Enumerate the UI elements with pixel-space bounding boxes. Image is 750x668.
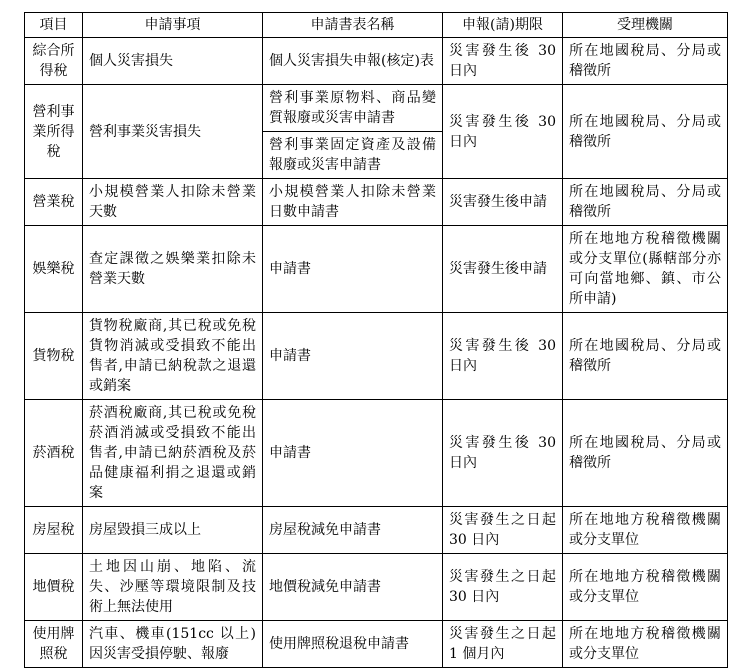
deadline-cell: 災害發生後 30 日內 bbox=[443, 38, 563, 85]
table-row bbox=[25, 38, 728, 85]
category-cell: 菸酒稅 bbox=[25, 400, 83, 507]
matter-cell: 營利事業災害損失 bbox=[83, 85, 263, 179]
category-cell: 地價稅 bbox=[25, 554, 83, 621]
form-cell: 小規模營業人扣除未營業日數申請書 bbox=[263, 179, 443, 226]
category-cell: 貨物稅 bbox=[25, 313, 83, 400]
form-cell: 房屋稅減免申請書 bbox=[263, 507, 443, 554]
matter-cell: 個人災害損失 bbox=[83, 38, 263, 85]
category-cell: 娛樂稅 bbox=[25, 226, 83, 313]
agency-cell: 所在地國稅局、分局或稽徵所 bbox=[563, 38, 728, 85]
table-row bbox=[25, 507, 728, 554]
deadline-cell: 災害發生之日起 1 個月內 bbox=[443, 621, 563, 668]
agency-cell: 所在地地方稅稽徵機關或分支單位 bbox=[563, 507, 728, 554]
deadline-cell: 災害發生後 30 日內 bbox=[443, 400, 563, 507]
agency-cell: 所在地地方稅稽徵機關或分支單位 bbox=[563, 621, 728, 668]
form-cell: 申請書 bbox=[263, 226, 443, 313]
matter-cell: 汽車、機車(151cc 以上)因災害受損停駛、報廢 bbox=[83, 621, 263, 668]
agency-cell: 所在地地方稅稽徵機關或分支單位(縣轄部分亦可向當地鄉、鎮、市公所申請) bbox=[563, 226, 728, 313]
header-forms: 申請書表名稱 bbox=[263, 13, 443, 38]
category-cell: 營業稅 bbox=[25, 179, 83, 226]
agency-cell: 所在地地方稅稽徵機關或分支單位 bbox=[563, 554, 728, 621]
matter-cell: 菸酒稅廠商,其已稅或免稅菸酒消滅或受損致不能出售者,申請已納菸酒稅及菸品健康福利捐之退還或銷案 bbox=[83, 400, 263, 507]
category-cell: 營利事業所得稅 bbox=[25, 85, 83, 179]
header-category: 項目 bbox=[25, 13, 83, 38]
agency-cell: 所在地國稅局、分局或稽徵所 bbox=[563, 400, 728, 507]
matter-cell: 貨物稅廠商,其已稅或免稅貨物消滅或受損致不能出售者,申請已納稅款之退還或銷案 bbox=[83, 313, 263, 400]
agency-cell: 所在地國稅局、分局或稽徵所 bbox=[563, 85, 728, 179]
form-cell: 申請書 bbox=[263, 400, 443, 507]
deadline-cell: 災害發生後 30 日內 bbox=[443, 85, 563, 179]
table-row bbox=[25, 85, 728, 132]
header-deadline: 申報(請)期限 bbox=[443, 13, 563, 38]
header-matter: 申請事項 bbox=[83, 13, 263, 38]
form-cell: 個人災害損失申報(核定)表 bbox=[263, 38, 443, 85]
deadline-cell: 災害發生後 30 日內 bbox=[443, 313, 563, 400]
table-row bbox=[25, 554, 728, 621]
table-row bbox=[25, 226, 728, 313]
table-row bbox=[25, 313, 728, 400]
header-row bbox=[25, 13, 728, 38]
category-cell: 使用牌照稅 bbox=[25, 621, 83, 668]
table-row bbox=[25, 400, 728, 507]
matter-cell: 土地因山崩、地陷、流失、沙壓等環境限制及技術上無法使用 bbox=[83, 554, 263, 621]
agency-cell: 所在地國稅局、分局或稽徵所 bbox=[563, 313, 728, 400]
form-cell: 營利事業固定資產及設備報廢或災害申請書 bbox=[263, 132, 443, 179]
agency-cell: 所在地國稅局、分局或稽徵所 bbox=[563, 179, 728, 226]
header-agency: 受理機關 bbox=[563, 13, 728, 38]
category-cell: 綜合所得稅 bbox=[25, 38, 83, 85]
form-cell: 申請書 bbox=[263, 313, 443, 400]
matter-cell: 小規模營業人扣除未營業天數 bbox=[83, 179, 263, 226]
table-row bbox=[25, 621, 728, 668]
deadline-cell: 災害發生之日起 30 日內 bbox=[443, 554, 563, 621]
deadline-cell: 災害發生之日起 30 日內 bbox=[443, 507, 563, 554]
matter-cell: 查定課徵之娛樂業扣除未營業天數 bbox=[83, 226, 263, 313]
deadline-cell: 災害發生後申請 bbox=[443, 226, 563, 313]
form-cell: 營利事業原物料、商品變質報廢或災害申請書 bbox=[263, 85, 443, 132]
table-row bbox=[25, 179, 728, 226]
form-cell: 地價稅減免申請書 bbox=[263, 554, 443, 621]
form-cell: 使用牌照稅退稅申請書 bbox=[263, 621, 443, 668]
deadline-cell: 災害發生後申請 bbox=[443, 179, 563, 226]
tax-relief-table bbox=[24, 12, 728, 668]
matter-cell: 房屋毀損三成以上 bbox=[83, 507, 263, 554]
category-cell: 房屋稅 bbox=[25, 507, 83, 554]
